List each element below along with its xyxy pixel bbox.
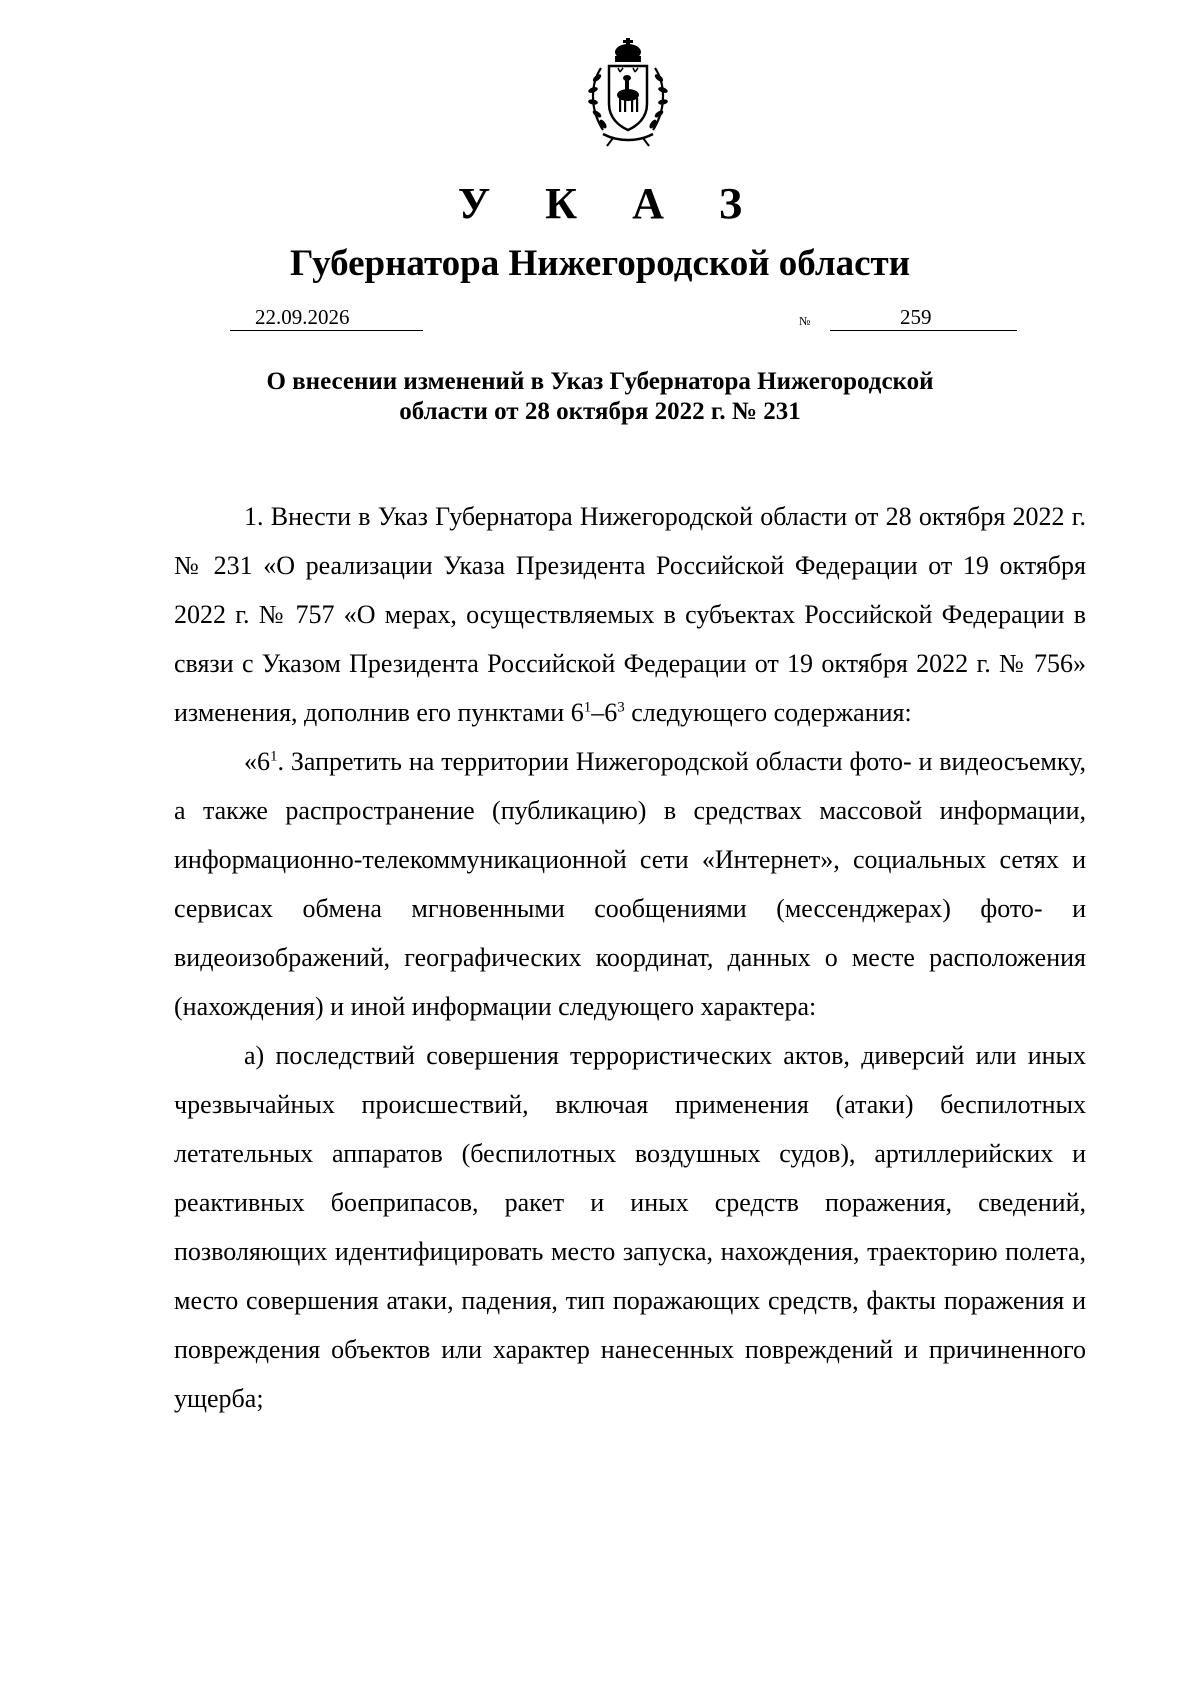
paragraph-3: а) последствий совершения террористических актов, диверсий или иных чрезвычайных происшествий, включая применения (атаки) беспилотных летательных аппаратов (беспилотных воздушных судов), артиллерийских и реактивных боеприпасов, ракет и иных средств поражения, сведений, позволяющих идентифицировать место запуска, нахождения, траекторию полета, место совершения атаки, падения, тип поражающих средств, факты поражения и повреждения объектов или характер нанесенных повреждений и причиненного ущерба;: [174, 1041, 1086, 1413]
paragraph-1-text-b: –6: [591, 698, 618, 727]
coat-of-arms-icon: [573, 38, 683, 148]
document-issuer-title: Губернатора Нижегородской области: [289, 243, 911, 284]
document-heading: [200, 367, 1000, 427]
paragraph-2-text-a: «6: [244, 747, 270, 776]
paragraph-1-sup-1: 1: [583, 699, 592, 716]
paragraph-2-sup: 1: [270, 748, 278, 765]
paragraph-2: [174, 737, 1086, 1031]
document-date: 22.09.2026: [230, 304, 423, 331]
document-number: 259: [830, 304, 1017, 331]
document-number-label: №: [799, 314, 811, 328]
heading-line-1: О внесении изменений в Указ Губернатора Нижегородской: [266, 368, 934, 395]
paragraph-1-sup-2: 3: [617, 699, 625, 716]
paragraph-1: [174, 492, 1086, 737]
heading-line-2: области от 28 октября 2022 г. № 231: [399, 398, 801, 425]
document-body: [174, 492, 1086, 1423]
paragraph-1-text-a: 1. Внести в Указ Губернатора Нижегородской области от 28 октября 2022 г. № 231 «О реализации Указа Президента Российской Федерации от 19 октября 2022 г. № 757 «О мерах, осуществляемых в субъектах Российской Федерации в связи с Указом Президента Российской Федерации от 19 октября 2022 г. № 756» изменения, дополнив его пунктами 6: [174, 502, 1086, 727]
document-type-title: У К А З: [457, 179, 765, 228]
coat-of-arms-emblem: [573, 38, 683, 148]
paragraph-2-text-b: . Запретить на территории Нижегородской области фото- и видеосъемку, а также распространение (публикацию) в средствах массовой информации, информационно-телекоммуникационной сети «Интернет», социальных сетях и сервисах обмена мгновенными сообщениями (мессенджерах) фото- и видеоизображений, географических координат, данных о месте расположения (нахождения) и иной информации следующего характера:: [174, 747, 1086, 1021]
paragraph-1-text-c: следующего содержания:: [624, 698, 912, 727]
